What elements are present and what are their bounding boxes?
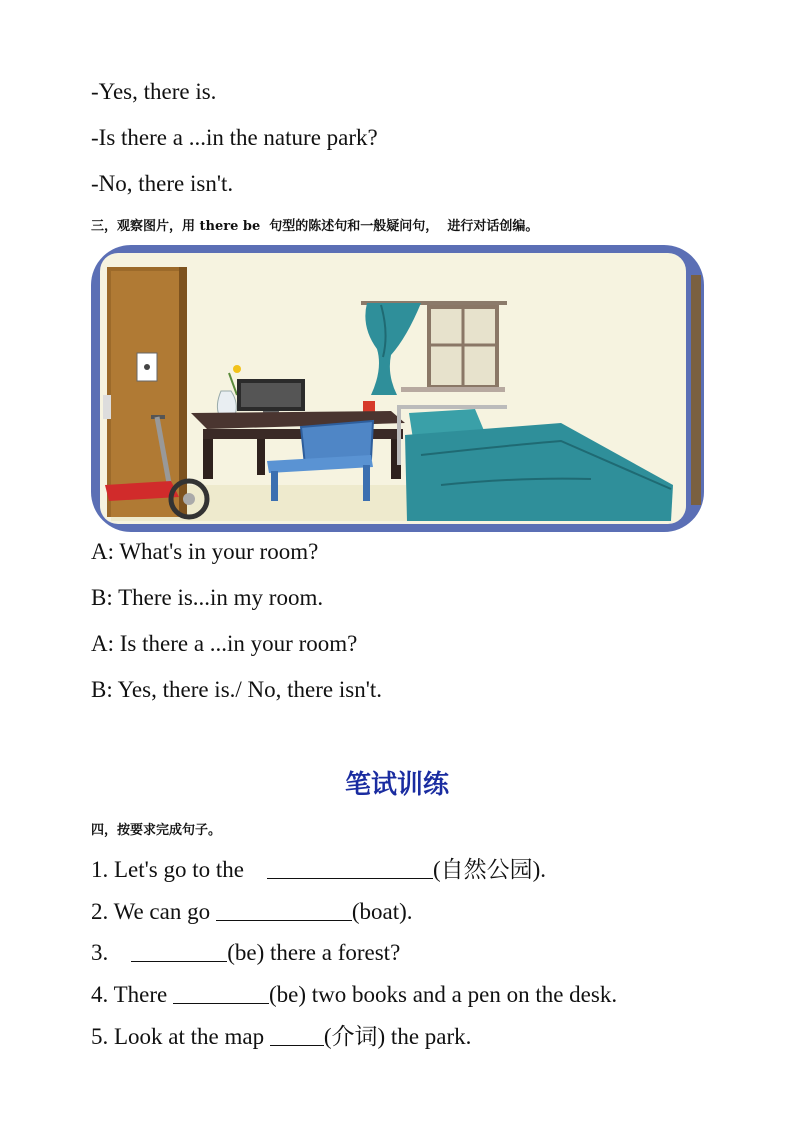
exercise-item-1 [91, 856, 546, 884]
answer-blank[interactable] [173, 983, 269, 1004]
dialogue-b1: B: There is...in my room. [91, 585, 324, 610]
answer-blank[interactable] [216, 900, 352, 921]
answer-blank[interactable] [267, 858, 433, 879]
item-text: 1. Let's go to the [91, 857, 267, 882]
exercise-item-2 [91, 898, 413, 926]
section-heading: 笔试训练 [344, 770, 449, 800]
exercise-item-5 [91, 1023, 471, 1051]
item-hint: (be) there a forest? [227, 940, 401, 965]
answer-blank[interactable] [131, 941, 227, 962]
dialogue-line-3: -No, there isn't. [91, 171, 234, 196]
item-hint: (boat). [351, 899, 413, 924]
dialogue-a2: A: Is there a ...in your room? [91, 631, 358, 656]
room-picture [91, 245, 704, 532]
section4-instruction: 四，按要求完成句子。 [91, 823, 222, 838]
door-icon [103, 267, 187, 517]
item-text: 4. There [91, 982, 173, 1007]
dialogue-line-1: -Yes, there is. [91, 79, 217, 104]
item-text: 5. Look at the map [91, 1024, 270, 1049]
exercise-item-4 [91, 981, 617, 1009]
item-hint: (自然公园). [432, 857, 547, 882]
item-text: 3. [91, 940, 132, 965]
dialogue-line-2: -Is there a ...in the nature park? [91, 125, 378, 150]
dialogue-b2: B: Yes, there is./ No, there isn't. [91, 677, 382, 702]
section3-instruction: 三，观察图片，用 there be 句型的陈述句和一般疑问句， 进行对话创编。 [91, 219, 539, 234]
answer-blank[interactable] [270, 1025, 324, 1046]
item-hint: (介词) the park. [323, 1024, 472, 1049]
exercise-item-3 [91, 939, 400, 967]
dialogue-a1: A: What's in your room? [91, 539, 319, 564]
item-text: 2. We can go [91, 899, 216, 924]
item-hint: (be) two books and a pen on the desk. [268, 982, 618, 1007]
